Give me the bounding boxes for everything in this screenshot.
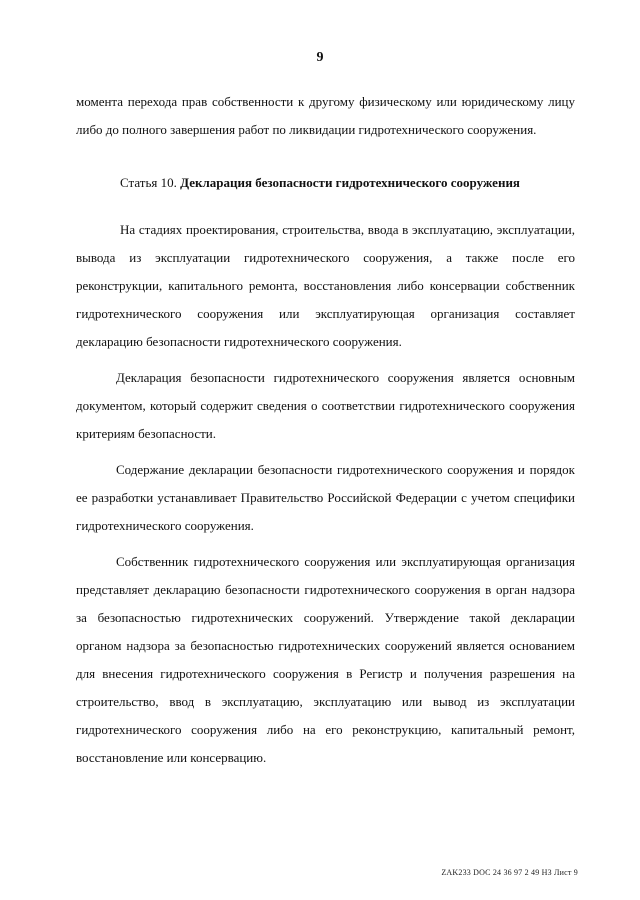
article-paragraph: Декларация безопасности гидротехнического сооружения является основным документом, который содержит сведения о соответствии гидротехнического сооружения критериям безопасности. — [76, 370, 575, 441]
article-label: Статья 10. — [120, 175, 177, 190]
page-number: 9 — [316, 50, 324, 65]
intro-paragraph: момента перехода прав собственности к другому физическому или юридическому лицу либо до полного завершения работ по ликвидации гидротехнического сооружения. — [76, 94, 575, 137]
article-paragraph: Содержание декларации безопасности гидротехнического сооружения и порядок ее разработки устанавливает Правительство Российской Федерации с учетом специфики гидротехнического сооружения. — [76, 462, 575, 533]
article-title: Декларация безопасности гидротехнического сооружения — [180, 175, 520, 190]
article-paragraph: Собственник гидротехнического сооружения или эксплуатирующая организация представляет декларацию безопасности гидротехнического сооружения в орган надзора за безопасностью гидротехнических сооружений. Утверждение такой декларации органом надзора за безопасностью гидротехнических сооружений является основанием для внесения гидротехнического сооружения в Регистр и получения разрешения на строительство, ввод в эксплуатацию, эксплуатацию или вывод из эксплуатации гидротехнического сооружения либо на его реконструкцию, капитальный ремонт, восстановление или консервацию. — [76, 554, 575, 765]
article-paragraph: На стадиях проектирования, строительства, ввода в эксплуатацию, эксплуатации, вывода из эксплуатации гидротехнического сооружения, а также после его реконструкции, капитального ремонта, восстановления либо консервации собственник гидротехнического сооружения или эксплуатирующая организация составляет декларацию безопасности гидротехнического сооружения. — [76, 222, 575, 349]
document-footer: ZAK233 DOC 24 36 97 2 49 НЗ Лист 9 — [441, 868, 578, 877]
article-body — [76, 216, 575, 780]
article-heading — [0, 175, 640, 191]
